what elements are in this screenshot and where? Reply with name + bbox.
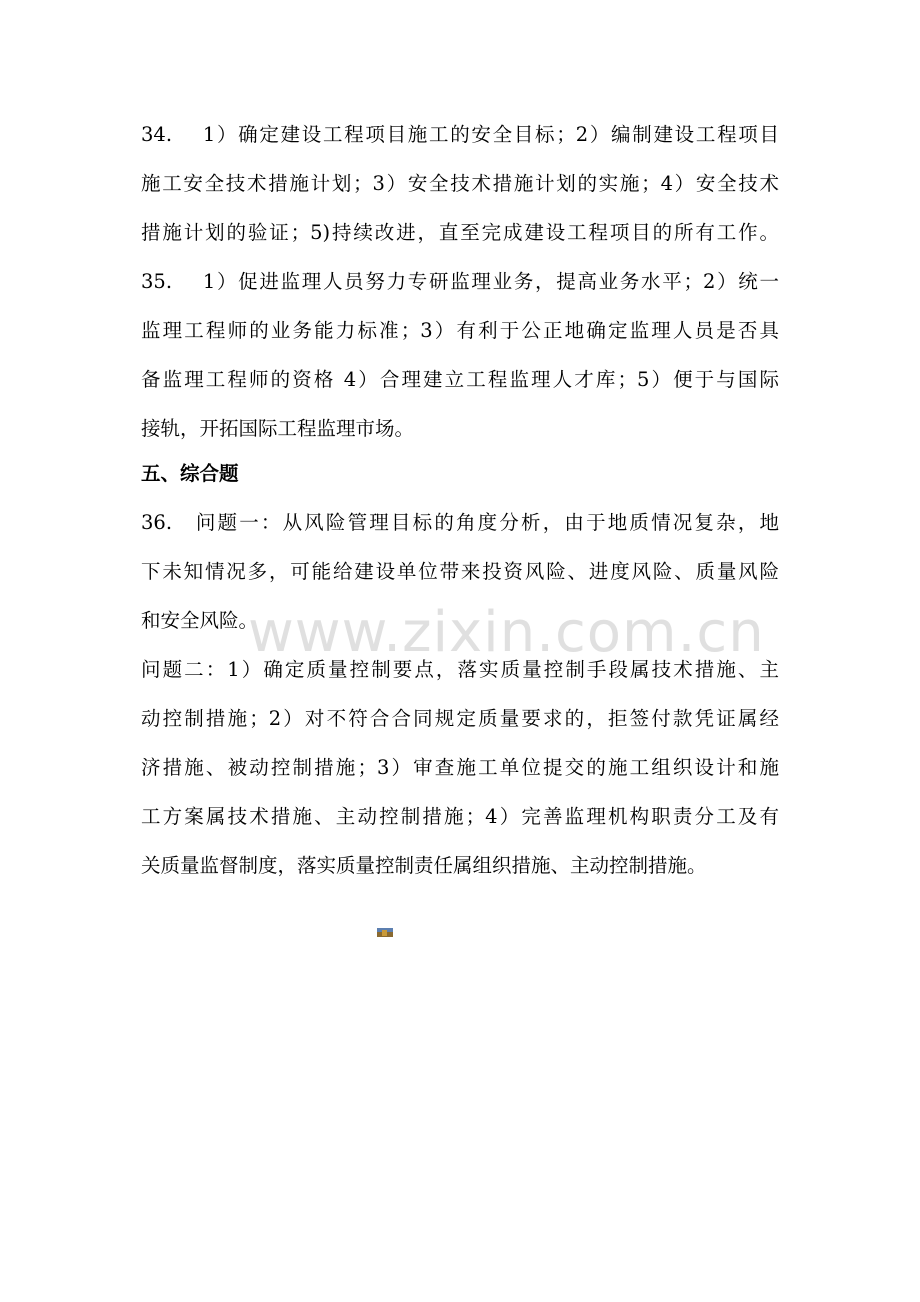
watermark: www.zixin.com.cn: [248, 600, 765, 665]
answer-35-line-4: 接轨，开拓国际工程监理市场。: [141, 417, 415, 440]
answer-36-q2-line-4: 工方案属技术措施、主动控制措施；4）完善监理机构职责分工及有: [141, 805, 779, 828]
answer-34-line-3: 措施计划的验证；5)持续改进，直至完成建设工程项目的所有工作。: [141, 221, 779, 244]
answer-34-line-2: 施工安全技术措施计划；3）安全技术措施计划的实施；4）安全技术: [141, 172, 779, 195]
answer-36-q2-line-2: 动控制措施；2）对不符合合同规定质量要求的，拒签付款凭证属经: [141, 707, 779, 730]
section-heading: 五、综合题: [141, 462, 239, 485]
thumbnail-image: [377, 928, 393, 937]
answer-36-q1-line-2: 下未知情况多，可能给建设单位带来投资风险、进度风险、质量风险: [141, 560, 779, 583]
answer-36-q2-line-5: 关质量监督制度，落实质量控制责任属组织措施、主动控制措施。: [141, 854, 707, 877]
answer-35-line-1: 35. 1）促进监理人员努力专研监理业务，提高业务水平；2）统一: [141, 270, 779, 293]
answer-36-q2-line-1: 问题二：1）确定质量控制要点，落实质量控制手段属技术措施、主: [141, 658, 779, 681]
answer-36-q1-line-1: 36. 问题一：从风险管理目标的角度分析，由于地质情况复杂，地: [141, 511, 779, 534]
answer-35-line-3: 备监理工程师的资格 4）合理建立工程监理人才库；5）便于与国际: [141, 368, 779, 391]
answer-34-line-1: 34. 1）确定建设工程项目施工的安全目标；2）编制建设工程项目: [141, 123, 779, 146]
answer-36-q2-line-3: 济措施、被动控制措施；3）审查施工单位提交的施工组织设计和施: [141, 756, 779, 779]
answer-36-q1-line-3: 和安全风险。: [141, 609, 259, 632]
answer-35-line-2: 监理工程师的业务能力标准；3）有利于公正地确定监理人员是否具: [141, 319, 779, 342]
